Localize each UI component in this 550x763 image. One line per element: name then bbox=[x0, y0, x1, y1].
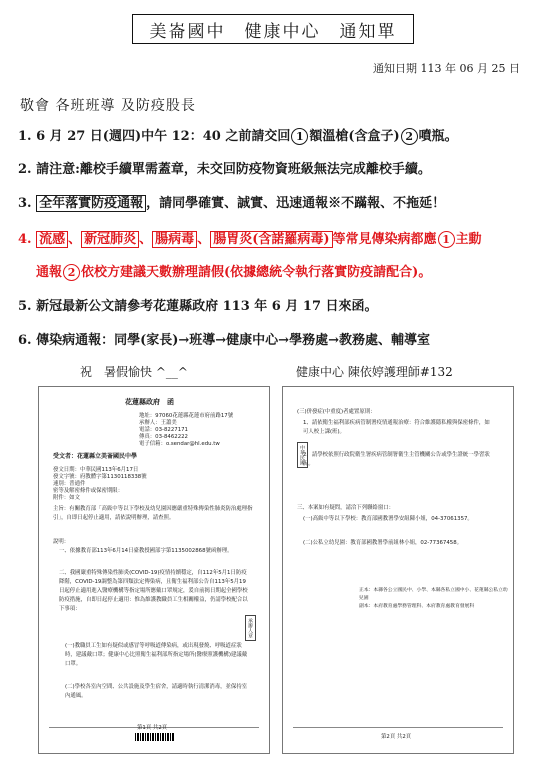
circled-number-2: 2 bbox=[63, 264, 80, 281]
notice-date: 通知日期 113 年 06 月 25 日 bbox=[373, 62, 520, 75]
seal-stamp: 承辦人章 bbox=[245, 615, 256, 641]
circled-number-1: 1 bbox=[291, 128, 308, 145]
item-5: 5. 新冠最新公文請參考花蓮縣政府 113 年 6 月 17 日來函。 bbox=[18, 299, 378, 314]
disease-enterovirus: 腸病毒 bbox=[152, 231, 197, 248]
item-3: 3. 全年落實防疫通報 ，請同學確實、誠實、迅速通報※不蹣報、不拖延！ bbox=[18, 196, 446, 211]
notice-title: 美崙國中 健康中心 通知單 bbox=[132, 14, 414, 44]
circled-number-2: 2 bbox=[401, 128, 418, 145]
disease-gastro: 腸胃炎(含諾羅病毒) bbox=[210, 231, 332, 248]
disease-flu: 流感 bbox=[36, 231, 68, 248]
item-6: 6. 傳染病通報：同學(家長)→班導→健康中心→學務處→教務處、輔導室 bbox=[18, 333, 430, 348]
doc-page-2: (三)併發症(中重度)者處置原則： 1、請依衛生福利部疾病管制署疫情通報治療：符合維護隱私權與保密條件，如可人校上課(班)。 2、請學校依照行政院衛生署疾病管制署衛生主管機關公告或學生證統一學習狀況。 三、本案如有疑問，請洽下列聯絡窗口： (一)高級中等以下學校：教育部國教署學安組陳小姐，04-37061357。 (二)公私立幼兒園：教育部國教署學前組林小姐，02-77367458。 中華民國 正本：本縣各公立國民中、小學、本縣各私立國中小、花蓮縣公私立幼兒園 副本：本府教育處學務管理科、本府教育處教育發展科 第2頁 共2頁 bbox=[282, 386, 514, 754]
doc-page-1: 花蓮縣政府 函 地址：97060花蓮縣花蓮市府前路17號 承辦人：王蕭美 電話：03-8227171 傳真：03-8462222 電子信箱：o.sendar@hl.edu.tw 受文者：花蓮縣立美崙國民中學 發文日期：中華民國113年6月17日 發文字號：府教體字第1130118338號 速別：普通件 密等及解密條件或保密期限： 附件：如文 主旨：有關教育部「高級中等以下學校及幼兒園因應嚴重特殊傳染性肺炎防治處理指引」，自即日起停止適用，請依說明辦理，請查照。 說明： 一、依據教育部113年6月14日臺教授國部字第1135002868號函辦理。 二、我國嚴重特殊傳染性肺炎(COVID-19)疫情持續穩定，自112年5月1日防疫降階，COVID-19調整為第四類法定傳染病，且衛生福利部公告自113年5月19日起停止適用進入醫療機構等指定場所應戴口罩規定，爰自前揭日期起全國學校防疫措施，自即日起停止適用：惟為維護教職員工生相關權益，仍請學校配合以下事項： (一)教職員工生如有疑似或感冒等呼吸道傳染病，或出現發燒、呼吸道症狀時，建議戴口罩；健康中心比照衛生福利部所指定場所(醫療照護機構)建議戴口罩。 (二)學校各室內空間、公共設施及學生宿舍，請適時執行清潔消毒，並保持室內通風。 承辦人章 第1頁 共2頁 bbox=[38, 386, 270, 754]
item-1: 1. 6 月 27 日(週四)中午 12：40 之前請交回 1 額溫槍(含盒子) 2 噴瓶。 bbox=[18, 129, 458, 144]
doc-agency: 花蓮縣政府 函 bbox=[125, 398, 174, 406]
closing-signature: 健康中心 陳依婷護理師#132 bbox=[296, 365, 453, 379]
doc-barcode bbox=[135, 733, 175, 741]
disease-covid: 新冠肺炎 bbox=[81, 231, 139, 248]
item-4-cont: 通報 2 依校方建議天數辦理請假(依據總統令執行落實防疫請配合)。 bbox=[36, 265, 432, 280]
item-4: 4. 流感 、 新冠肺炎 、 腸病毒 、 腸胃炎(含諾羅病毒) 等常見傳染病都應 1 主動 bbox=[18, 232, 482, 247]
seal-stamp-2: 中華民國 bbox=[297, 442, 308, 468]
greeting: 敬會 各班班導 及防疫股長 bbox=[20, 98, 196, 114]
item-2: 2. 請注意:離校手續單需蓋章，未交回防疫物資班級無法完成離校手續。 bbox=[18, 162, 431, 177]
closing-wish: 祝 暑假愉快 ^__^ bbox=[80, 365, 188, 379]
circled-number-1: 1 bbox=[438, 231, 455, 248]
boxed-phrase: 全年落實防疫通報 bbox=[36, 195, 146, 212]
